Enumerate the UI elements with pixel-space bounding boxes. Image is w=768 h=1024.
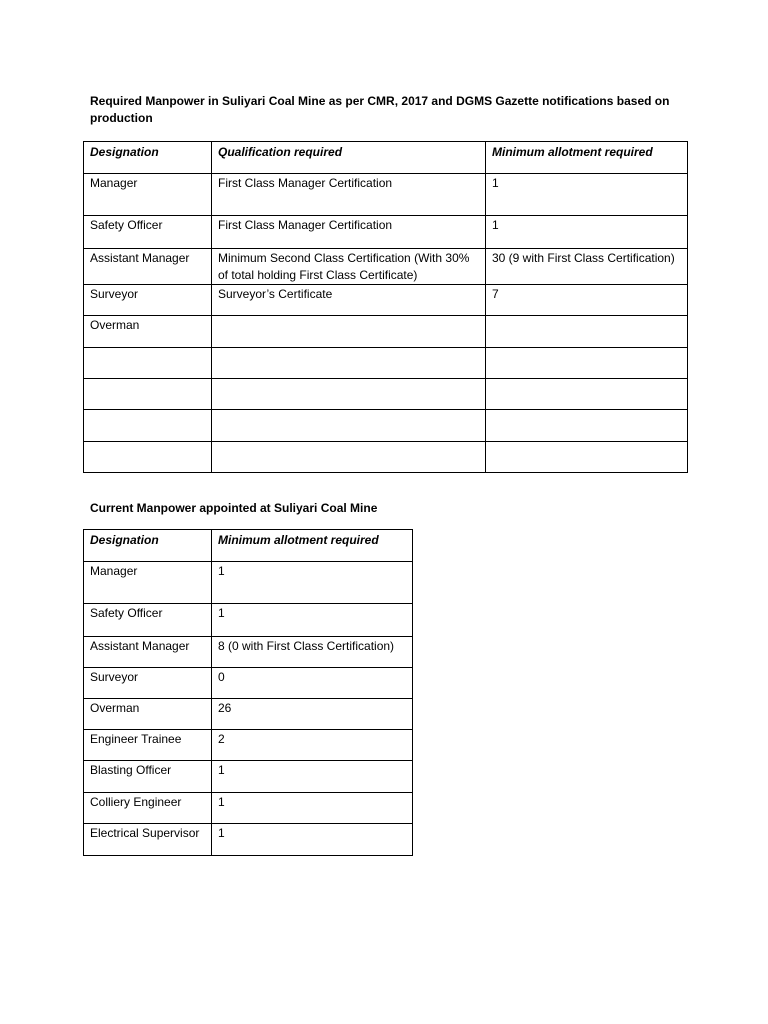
qualification-cell: First Class Manager Certification	[212, 216, 486, 249]
table-row	[84, 604, 413, 637]
allotment-cell: 1	[486, 216, 688, 249]
table-row	[84, 216, 688, 249]
designation-cell: Overman	[84, 699, 212, 730]
table-row	[84, 824, 413, 856]
qualification-cell	[212, 410, 486, 442]
column-header-qualification: Qualification required	[212, 142, 486, 174]
designation-cell: Manager	[84, 174, 212, 216]
allotment-cell	[486, 379, 688, 410]
allotment-cell: 1	[212, 562, 413, 604]
qualification-cell: First Class Manager Certification	[212, 174, 486, 216]
allotment-cell	[486, 442, 688, 473]
table-row	[84, 348, 688, 379]
allotment-cell: 0	[212, 668, 413, 699]
qualification-cell	[212, 316, 486, 348]
table-row	[84, 793, 413, 824]
designation-cell: Engineer Trainee	[84, 730, 212, 761]
allotment-cell: 1	[212, 824, 413, 856]
table-row	[84, 410, 688, 442]
allotment-cell: 8 (0 with First Class Certification)	[212, 637, 413, 668]
table-header-row	[84, 530, 413, 562]
table-row	[84, 285, 688, 316]
designation-cell	[84, 348, 212, 379]
qualification-cell: Minimum Second Class Certification (With 30% of total holding First Class Certificate)	[212, 249, 486, 285]
column-header-designation: Designation	[84, 142, 212, 174]
column-header-minimum-allotment: Minimum allotment required	[486, 142, 688, 174]
table-row	[84, 316, 688, 348]
designation-cell: Blasting Officer	[84, 761, 212, 793]
table-row	[84, 379, 688, 410]
current-manpower-heading: Current Manpower appointed at Suliyari Coal Mine	[90, 501, 378, 515]
allotment-cell: 2	[212, 730, 413, 761]
designation-cell	[84, 410, 212, 442]
allotment-cell	[486, 316, 688, 348]
designation-cell: Manager	[84, 562, 212, 604]
designation-cell: Safety Officer	[84, 216, 212, 249]
designation-cell: Assistant Manager	[84, 249, 212, 285]
column-header-designation: Designation	[84, 530, 212, 562]
qualification-cell: Surveyor’s Certificate	[212, 285, 486, 316]
designation-cell: Safety Officer	[84, 604, 212, 637]
table-row	[84, 249, 688, 285]
table-row	[84, 174, 688, 216]
designation-cell	[84, 379, 212, 410]
designation-cell: Electrical Supervisor	[84, 824, 212, 856]
allotment-cell: 1	[212, 604, 413, 637]
table-header-row	[84, 142, 688, 174]
allotment-cell	[486, 348, 688, 379]
designation-cell	[84, 442, 212, 473]
designation-cell: Colliery Engineer	[84, 793, 212, 824]
allotment-cell: 7	[486, 285, 688, 316]
table-row	[84, 730, 413, 761]
table-row	[84, 562, 413, 604]
designation-cell: Surveyor	[84, 668, 212, 699]
qualification-cell	[212, 348, 486, 379]
required-manpower-table	[83, 141, 688, 473]
designation-cell: Assistant Manager	[84, 637, 212, 668]
table-row	[84, 637, 413, 668]
table-row	[84, 761, 413, 793]
column-header-minimum-allotment: Minimum allotment required	[212, 530, 413, 562]
current-manpower-table	[83, 529, 413, 856]
allotment-cell: 30 (9 with First Class Certification)	[486, 249, 688, 285]
table-row	[84, 442, 688, 473]
table-row	[84, 699, 413, 730]
designation-cell: Surveyor	[84, 285, 212, 316]
allotment-cell	[486, 410, 688, 442]
allotment-cell: 26	[212, 699, 413, 730]
table-row	[84, 668, 413, 699]
allotment-cell: 1	[212, 793, 413, 824]
qualification-cell	[212, 442, 486, 473]
qualification-cell	[212, 379, 486, 410]
designation-cell: Overman	[84, 316, 212, 348]
allotment-cell: 1	[212, 761, 413, 793]
required-manpower-heading: Required Manpower in Suliyari Coal Mine as per CMR, 2017 and DGMS Gazette notifications based on production	[90, 94, 670, 125]
allotment-cell: 1	[486, 174, 688, 216]
